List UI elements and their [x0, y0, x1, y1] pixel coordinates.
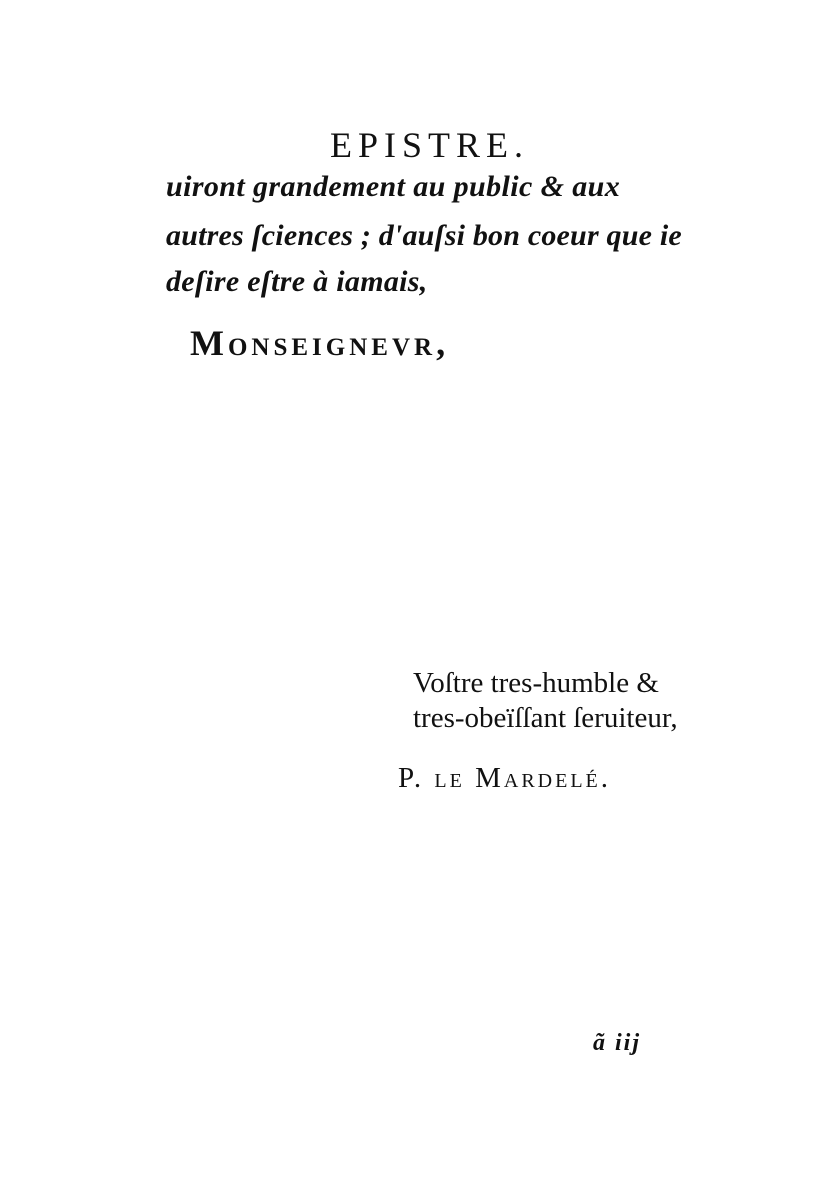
body-line: uiront grandement au public & aux — [166, 170, 621, 203]
salutation: Monseignevr, — [190, 323, 450, 363]
signature: P. le Mardelé. — [398, 762, 612, 794]
running-head: EPISTRE. — [330, 125, 530, 165]
body-line: autres ſciences ; d'auſsi bon coeur que ie — [166, 219, 682, 252]
closing-line: tres-obeïſſant ſeruiteur, — [413, 702, 678, 734]
body-line: deſire eſtre à iamais, — [166, 265, 428, 298]
signature-mark: ã iij — [593, 1030, 642, 1056]
closing-line: Voſtre tres-humble & — [413, 667, 659, 699]
